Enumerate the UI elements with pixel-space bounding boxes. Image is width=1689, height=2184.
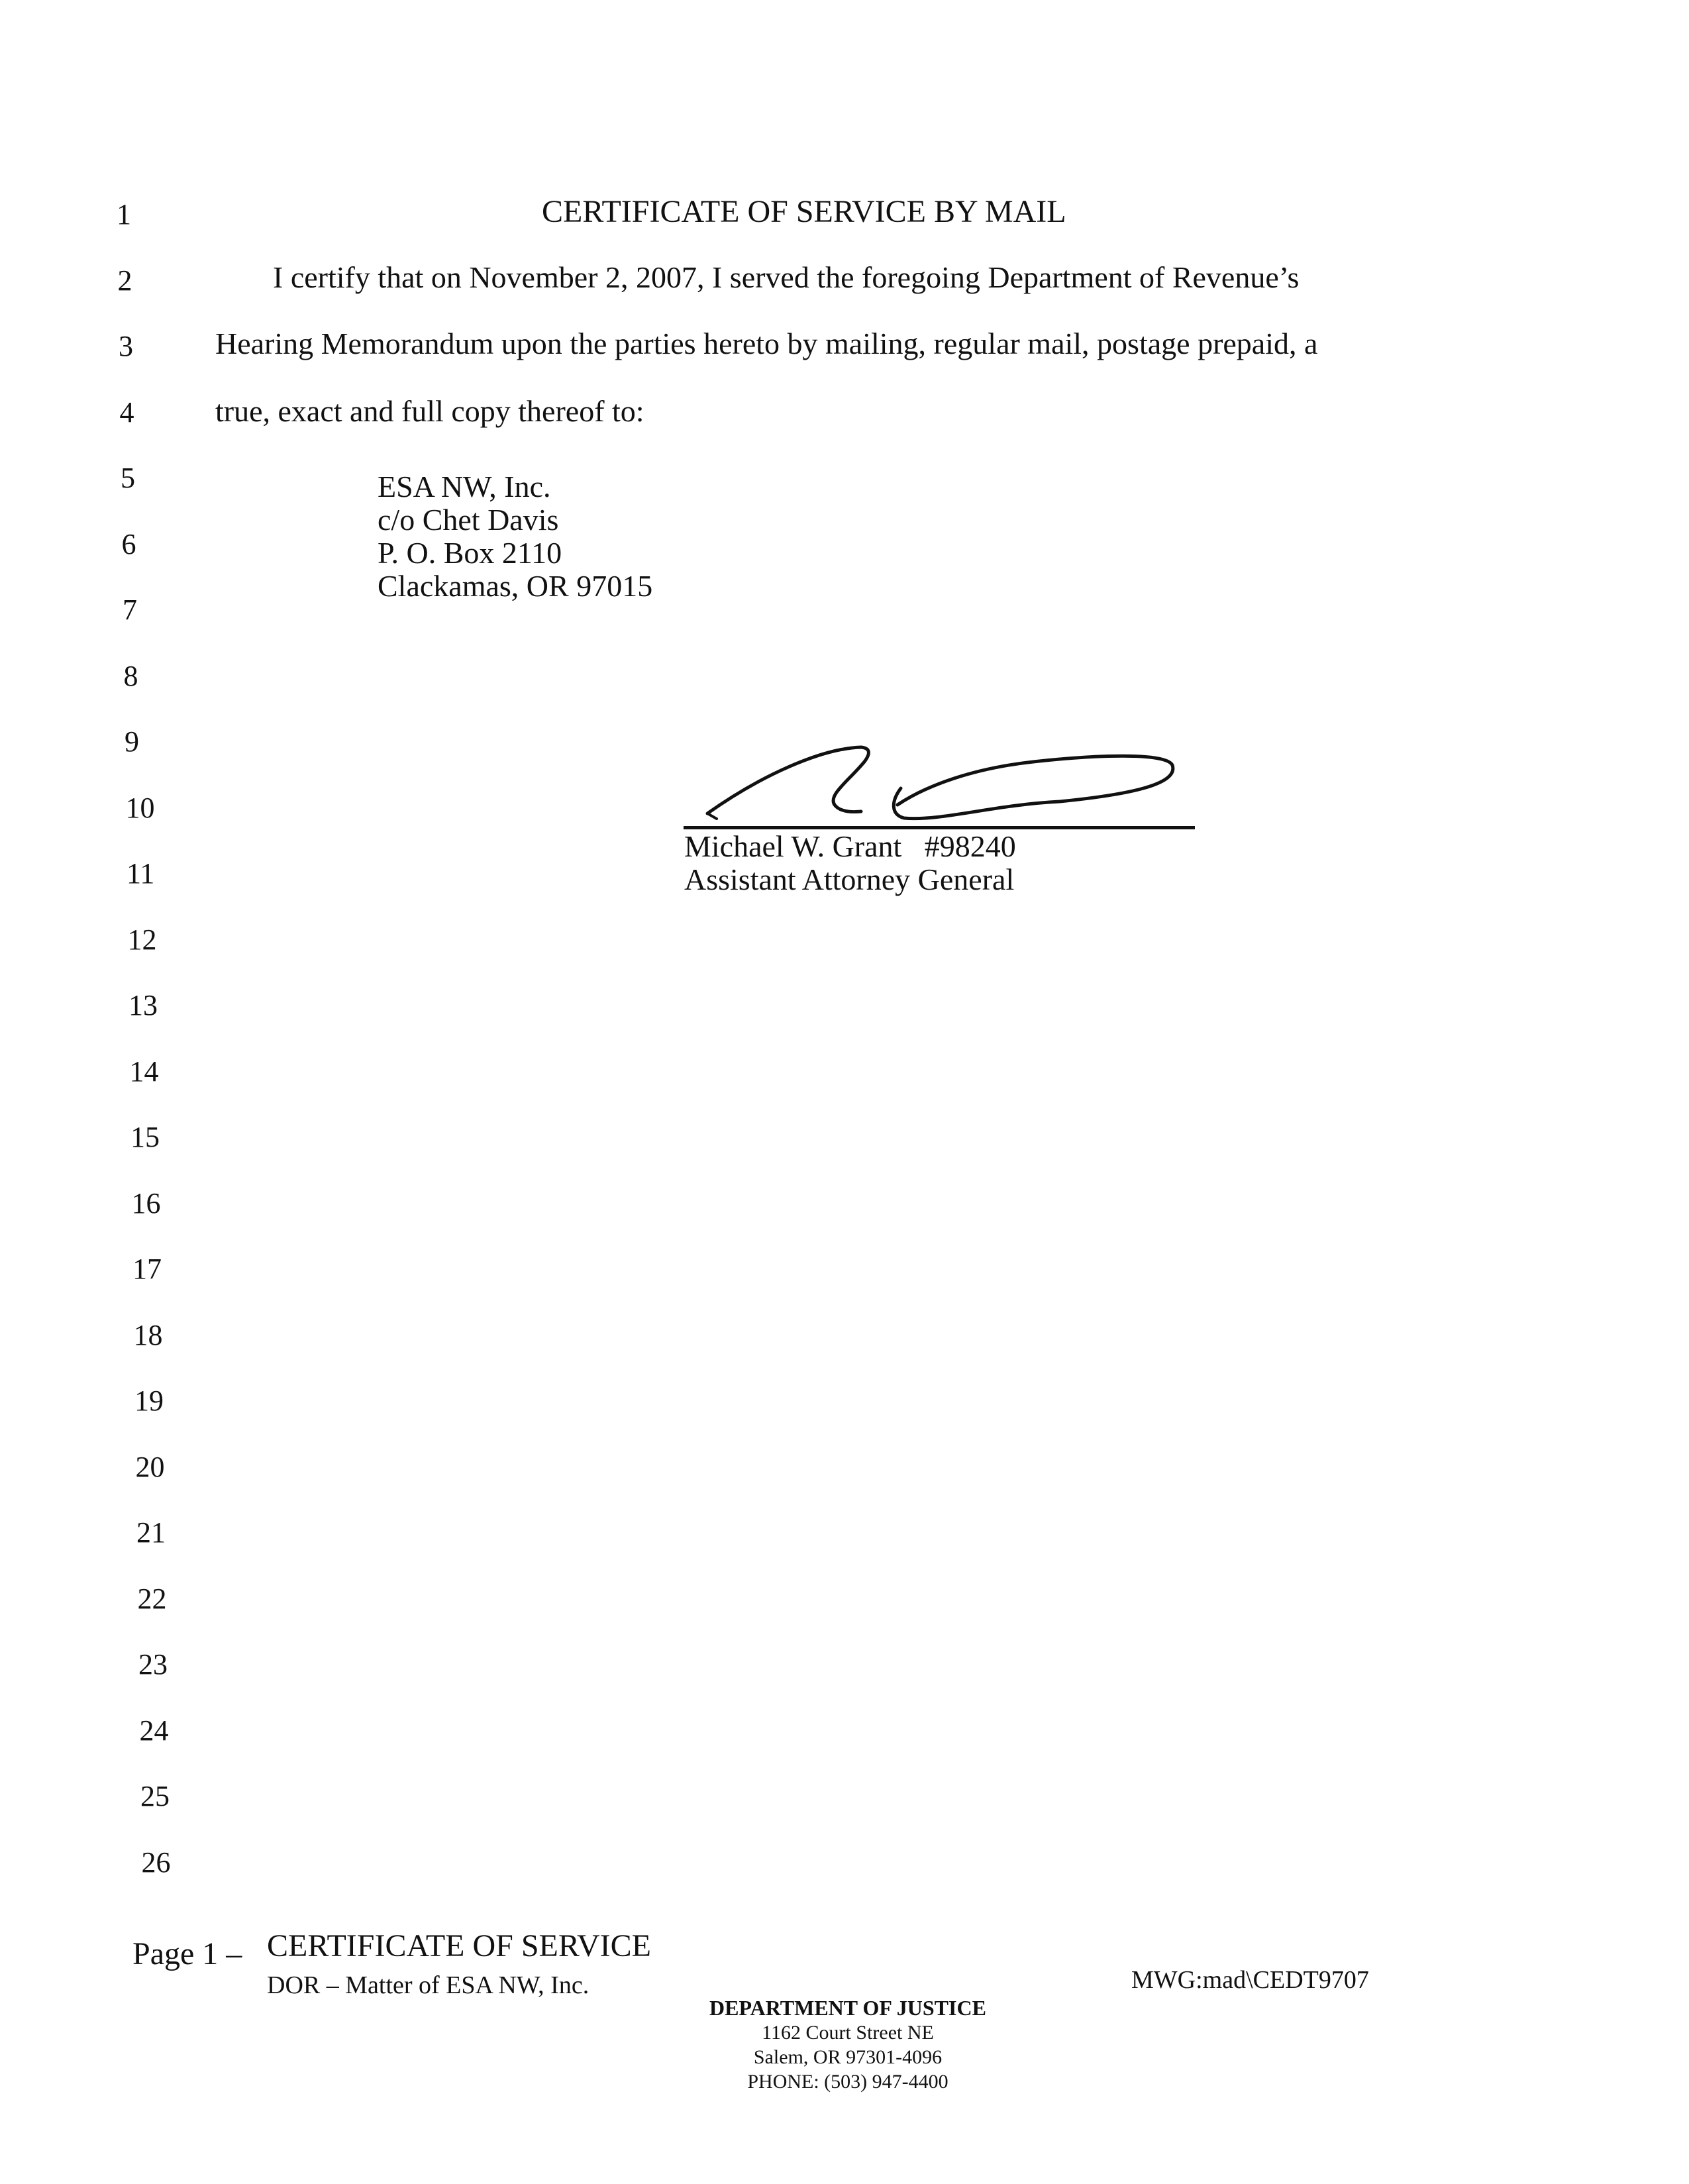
line-number: 23 bbox=[138, 1648, 168, 1681]
recipient-po-box: P. O. Box 2110 bbox=[378, 536, 562, 570]
line-number: 18 bbox=[133, 1318, 163, 1351]
line-number: 24 bbox=[139, 1714, 169, 1747]
line-number: 8 bbox=[123, 659, 138, 692]
line-number: 7 bbox=[123, 594, 137, 626]
footer-matter: DOR – Matter of ESA NW, Inc. bbox=[267, 1971, 589, 1999]
line-number: 17 bbox=[132, 1253, 162, 1285]
body-line-1: I certify that on November 2, 2007, I served the foregoing Department of Revenue’s bbox=[273, 260, 1300, 294]
line-number: 15 bbox=[130, 1121, 160, 1153]
recipient-address bbox=[378, 470, 652, 603]
recipient-name: ESA NW, Inc. bbox=[378, 470, 551, 503]
footer-page-label: Page 1 – bbox=[132, 1936, 242, 1971]
line-number: 16 bbox=[131, 1186, 161, 1220]
page-title: CERTIFICATE OF SERVICE BY MAIL bbox=[542, 194, 1066, 229]
line-number: 26 bbox=[141, 1846, 171, 1879]
office-phone: PHONE: (503) 947-4400 bbox=[747, 2071, 948, 2093]
office-city: Salem, OR 97301-4096 bbox=[753, 2046, 943, 2068]
office-name: DEPARTMENT OF JUSTICE bbox=[709, 1996, 986, 2020]
signer-title: Assistant Attorney General bbox=[684, 862, 1015, 896]
office-street: 1162 Court Street NE bbox=[762, 2022, 934, 2044]
line-number: 10 bbox=[125, 791, 155, 824]
office-address bbox=[682, 1995, 1013, 2094]
recipient-city: Clackamas, OR 97015 bbox=[378, 569, 653, 603]
line-number: 21 bbox=[136, 1516, 166, 1549]
line-number: 11 bbox=[127, 857, 155, 890]
body-line-2: Hearing Memorandum upon the parties hereto by mailing, regular mail, postage prepaid, a bbox=[215, 327, 1318, 360]
signature-block bbox=[684, 830, 1016, 896]
signer-name: Michael W. Grant #98240 bbox=[684, 829, 1016, 863]
line-number: 5 bbox=[121, 462, 135, 494]
line-number: 3 bbox=[119, 330, 133, 362]
footer-doc-title: CERTIFICATE OF SERVICE bbox=[267, 1928, 651, 1963]
line-number: 14 bbox=[129, 1055, 159, 1088]
line-number: 6 bbox=[121, 527, 136, 560]
line-number: 1 bbox=[117, 198, 131, 231]
line-number: 22 bbox=[137, 1582, 167, 1615]
line-number: 4 bbox=[119, 395, 134, 429]
line-number: 25 bbox=[140, 1780, 170, 1812]
footer-reference: MWG:mad\CEDT9707 bbox=[1131, 1966, 1369, 1994]
body-line-3: true, exact and full copy thereof to: bbox=[215, 394, 644, 428]
line-number: 12 bbox=[127, 923, 157, 956]
handwritten-signature bbox=[662, 729, 1192, 828]
line-number: 13 bbox=[128, 989, 158, 1021]
line-number: 20 bbox=[135, 1450, 165, 1483]
line-number: 2 bbox=[117, 264, 132, 297]
line-number: 19 bbox=[134, 1384, 164, 1417]
recipient-care-of: c/o Chet Davis bbox=[378, 503, 559, 537]
line-number: 9 bbox=[125, 725, 139, 758]
